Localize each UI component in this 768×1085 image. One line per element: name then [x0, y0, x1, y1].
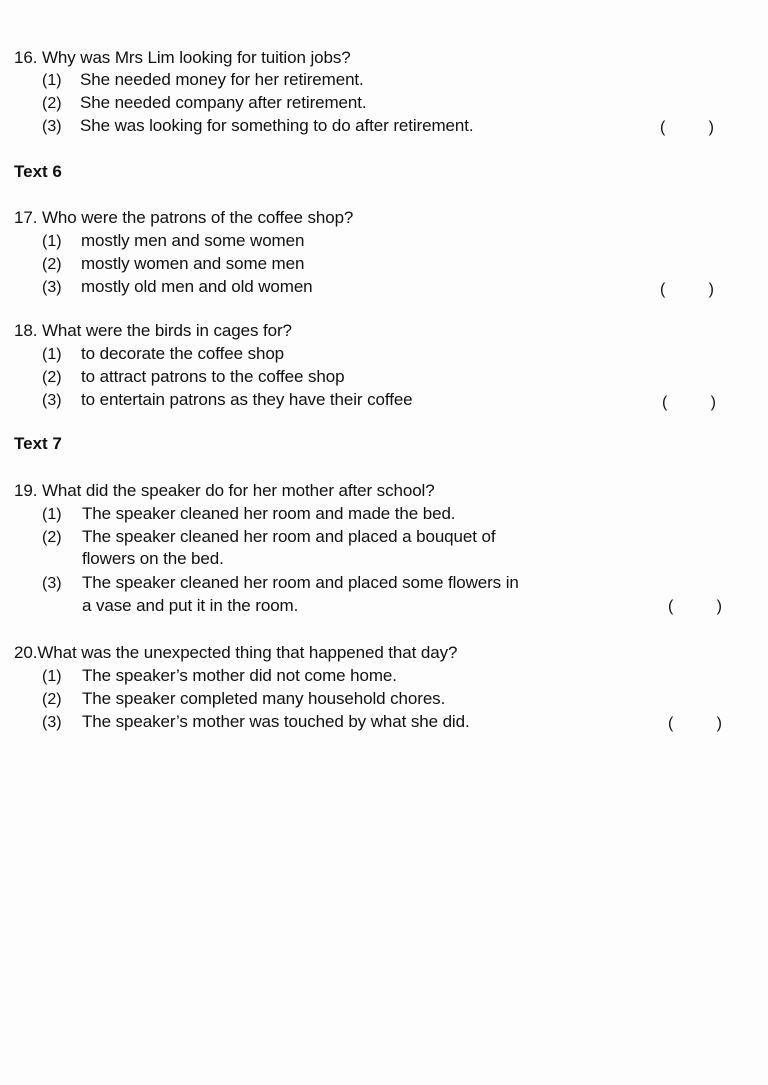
- q19-option-1-text: The speaker cleaned her room and made the bed.: [82, 504, 456, 523]
- right-bracket: ): [708, 119, 714, 136]
- right-bracket: ): [716, 598, 722, 615]
- q17-option-1-number: (1): [42, 233, 62, 250]
- q18-answer-box[interactable]: [662, 393, 716, 415]
- q17-option-1-text: mostly men and some women: [81, 231, 305, 250]
- q20-option-3-text: The speaker’s mother was touched by what she did.: [82, 712, 470, 731]
- q18-option-1-text: to decorate the coffee shop: [81, 344, 285, 363]
- left-bracket: (: [660, 119, 666, 136]
- section-title-text-7: Text 7: [14, 434, 62, 453]
- question-19-stem: 19. What did the speaker do for her mother after school?: [14, 481, 435, 500]
- q20-option-2-number: (2): [42, 691, 62, 708]
- q19-option-1-number: (1): [42, 506, 62, 523]
- q20-option-3-number: (3): [42, 714, 62, 731]
- question-16-stem: 16. Why was Mrs Lim looking for tuition jobs?: [14, 48, 351, 67]
- q19-option-3-number: (3): [42, 575, 62, 592]
- q20-option-2-text: The speaker completed many household chores.: [82, 689, 446, 708]
- left-bracket: (: [660, 281, 666, 298]
- left-bracket: (: [668, 598, 674, 615]
- q20-option-1-number: (1): [42, 668, 62, 685]
- q18-option-1-number: (1): [42, 346, 62, 363]
- right-bracket: ): [716, 715, 722, 732]
- q16-option-3-text: She was looking for something to do after retirement.: [80, 116, 474, 135]
- right-bracket: ): [708, 281, 714, 298]
- q19-option-3-text-line-2: a vase and put it in the room.: [82, 596, 299, 615]
- q16-option-2-text: She needed company after retirement.: [80, 93, 367, 112]
- q18-option-3-text: to entertain patrons as they have their coffee: [81, 390, 413, 409]
- q19-option-3-text-line-1: The speaker cleaned her room and placed some flowers in: [82, 573, 519, 592]
- q16-answer-box[interactable]: [660, 118, 714, 140]
- q16-option-1-number: (1): [42, 72, 62, 89]
- section-title-text-6: Text 6: [14, 162, 62, 181]
- left-bracket: (: [668, 715, 674, 732]
- question-17-stem: 17. Who were the patrons of the coffee shop?: [14, 208, 354, 227]
- question-20-stem: 20.What was the unexpected thing that happened that day?: [14, 643, 458, 662]
- q20-answer-box[interactable]: [668, 714, 722, 736]
- q18-option-2-number: (2): [42, 369, 62, 386]
- right-bracket: ): [710, 394, 716, 411]
- q17-answer-box[interactable]: [660, 280, 714, 302]
- q16-option-2-number: (2): [42, 95, 62, 112]
- q16-option-3-number: (3): [42, 118, 62, 135]
- left-bracket: (: [662, 394, 668, 411]
- q16-option-1-text: She needed money for her retirement.: [80, 70, 364, 89]
- q18-option-2-text: to attract patrons to the coffee shop: [81, 367, 345, 386]
- q19-option-2-text-line-2: flowers on the bed.: [82, 549, 224, 568]
- question-18-stem: 18. What were the birds in cages for?: [14, 321, 292, 340]
- q20-option-1-text: The speaker’s mother did not come home.: [82, 666, 397, 685]
- q17-option-3-number: (3): [42, 279, 62, 296]
- q17-option-3-text: mostly old men and old women: [81, 277, 313, 296]
- q18-option-3-number: (3): [42, 392, 62, 409]
- q17-option-2-number: (2): [42, 256, 62, 273]
- q19-option-2-number: (2): [42, 529, 62, 546]
- q17-option-2-text: mostly women and some men: [81, 254, 305, 273]
- q19-option-2-text-line-1: The speaker cleaned her room and placed a bouquet of: [82, 527, 496, 546]
- q19-answer-box[interactable]: [668, 597, 722, 619]
